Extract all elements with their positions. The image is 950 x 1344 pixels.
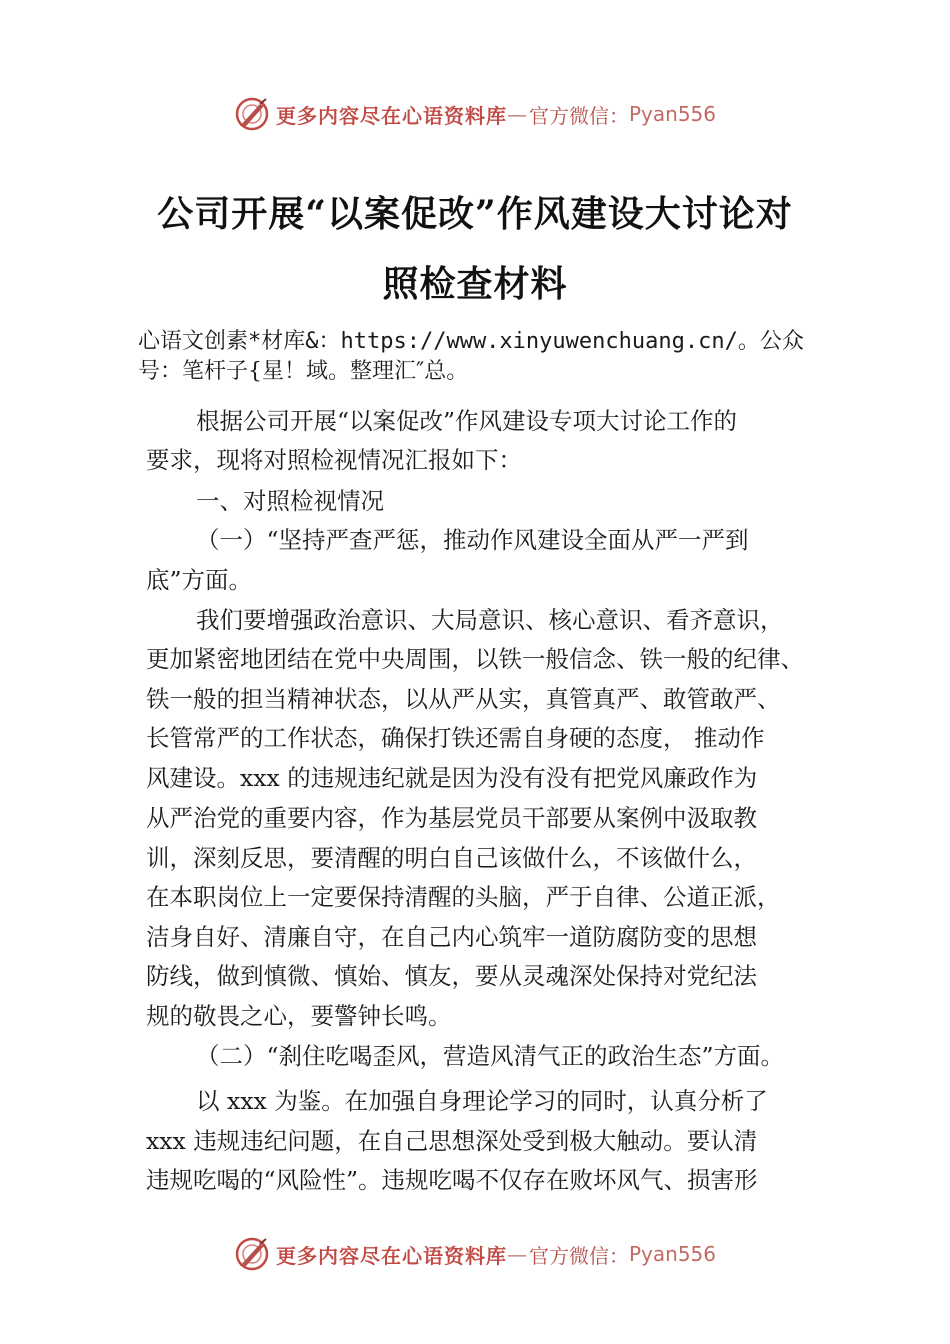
subsection-heading: 底”方面。 — [146, 566, 253, 594]
section-heading: 一、对照检视情况 — [196, 487, 384, 515]
paragraph-line: 洁身自好、清廉自守，在自己内心筑牢一道防腐防变的思想 — [146, 923, 757, 951]
document-title-line-1: 公司开展“以案促改”作风建设大讨论对 — [157, 193, 793, 235]
paragraph-line: 规的敬畏之心，要警钟长鸣。 — [146, 1002, 452, 1030]
header-banner — [0, 94, 950, 134]
paragraph-line: 防线，做到慎微、慎始、慎友，要从灵魂深处保持对党纪法 — [146, 962, 757, 990]
paragraph-line: 在本职岗位上一定要保持清醒的头脑，严于自律、公道正派， — [146, 883, 781, 911]
paragraph-line: 铁一般的担当精神状态，以从严从实，真管真严、敢管敢严、 — [146, 685, 781, 713]
banner-wechat-label: 官方微信： — [528, 103, 629, 128]
document-title-line-2: 照检查材料 — [382, 263, 568, 305]
subsection-heading: （一）“坚持严查严惩，推动作风建设全面从严一严到 — [196, 526, 749, 554]
banner-wechat-id: Pyan556 — [628, 102, 716, 126]
paragraph-line: 从严治党的重要内容，作为基层党员干部要从案例中汲取教 — [146, 804, 757, 832]
paragraph-line: 训，深刻反思，要清醒的明白自己该做什么，不该做什么， — [146, 844, 757, 872]
source-note-line-2: 号：笔杆子{星！域。整理汇″总。 — [138, 359, 469, 384]
paragraph-line: 根据公司开展“以案促改”作风建设专项大讨论工作的 — [196, 407, 738, 435]
banner-brand-text: 更多内容尽在心语资料库 — [275, 1243, 507, 1268]
paragraph-line: 长管常严的工作状态，确保打铁还需自身硬的态度， 推动作 — [146, 724, 765, 752]
quill-logo-icon — [234, 96, 270, 132]
paragraph-line: 以 xxx 为鉴。在加强自身理论学习的同时，认真分析了 — [196, 1087, 768, 1115]
paragraph-line: 违规吃喝的“风险性”。违规吃喝不仅存在败坏风气、损害形 — [146, 1166, 758, 1194]
subsection-heading: （二）“刹住吃喝歪风，营造风清气正的政治生态”方面。 — [196, 1042, 785, 1070]
banner-wechat-id: Pyan556 — [628, 1242, 716, 1266]
paragraph-line: 风建设。xxx 的违规违纪就是因为没有没有把党风廉政作为 — [146, 764, 758, 792]
paragraph-line: xxx 违规违纪问题，在自己思想深处受到极大触动。要认清 — [146, 1127, 758, 1155]
banner-brand-text: 更多内容尽在心语资料库 — [275, 103, 507, 128]
source-note-line-1: 心语文创素*材库&：https://www.xinyuwenchuang.cn/。公众 — [138, 329, 804, 354]
banner-separator: — — [506, 102, 529, 126]
paragraph-line: 更加紧密地团结在党中央周围，以铁一般信念、铁一般的纪律、 — [146, 645, 804, 673]
quill-logo-icon — [234, 1236, 270, 1272]
banner-wechat-label: 官方微信： — [528, 1243, 629, 1268]
banner-separator: — — [506, 1242, 529, 1266]
paragraph-line: 要求，现将对照检视情况汇报如下： — [146, 446, 522, 474]
footer-banner — [0, 1234, 950, 1274]
paragraph-line: 我们要增强政治意识、大局意识、核心意识、看齐意识， — [196, 606, 784, 634]
